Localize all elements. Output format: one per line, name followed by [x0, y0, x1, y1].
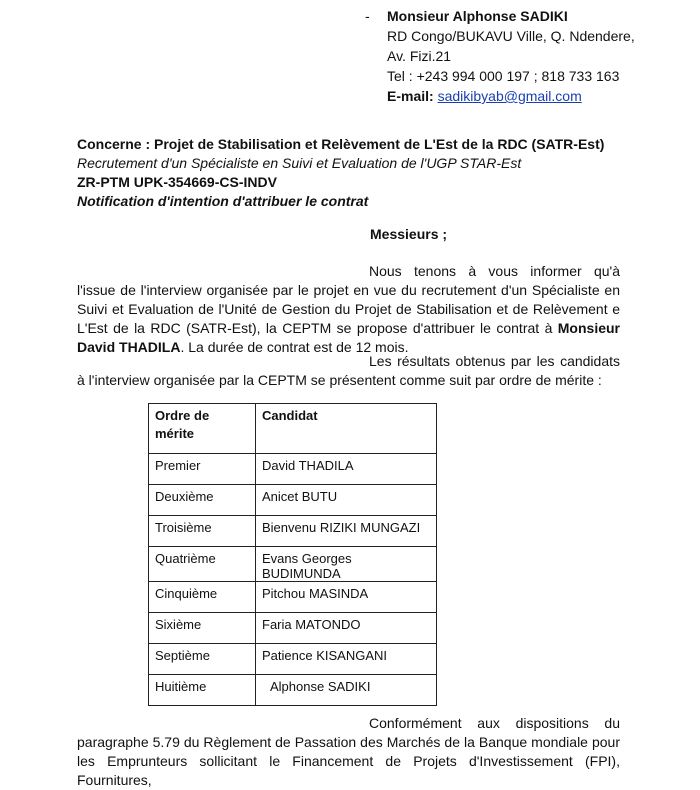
recipient-name: Monsieur Alphonse SADIKI	[387, 8, 568, 24]
header-candidate: Candidat	[256, 404, 437, 454]
candidate-cell: Faria MATONDO	[256, 613, 437, 644]
rank-cell: Huitième	[149, 675, 256, 706]
rank-cell: Sixième	[149, 613, 256, 644]
rank-cell: Cinquième	[149, 582, 256, 613]
paragraph-regulation	[77, 714, 620, 790]
recipient-phone: Tel : +243 994 000 197 ; 818 733 163	[387, 68, 620, 84]
candidate-cell: Alphonse SADIKI	[256, 675, 437, 706]
rank-cell: Quatrième	[149, 547, 256, 582]
subject-reference: ZR-PTM UPK-354669-CS-INDV	[77, 174, 277, 190]
header-rank: Ordre de mérite	[149, 404, 256, 454]
rank-cell: Deuxième	[149, 485, 256, 516]
paragraph3-text: Conformément aux dispositions du paragraphe 5.79 du Règlement de Passation des Marchés de la Banque mondiale pour les Emprunteurs sollicitant le Financement de Projets d'Investissement (FPI), Fournitures,	[77, 715, 620, 788]
paragraph1-part2: . La durée de contrat est de 12 mois.	[180, 339, 409, 355]
candidate-cell: Evans Georges BUDIMUNDA	[256, 547, 437, 582]
table-row	[149, 485, 437, 516]
rank-cell: Premier	[149, 454, 256, 485]
email-label: E-mail:	[387, 88, 434, 104]
email-link[interactable]: sadikibyab@gmail.com	[437, 88, 582, 104]
table-row	[149, 582, 437, 613]
subject-notification: Notification d'intention d'attribuer le contrat	[77, 193, 369, 209]
subject-block	[77, 135, 604, 211]
recipient-address-line2: Av. Fizi.21	[387, 48, 452, 64]
table-header-row	[149, 404, 437, 454]
candidate-cell: Bienvenu RIZIKI MUNGAZI	[256, 516, 437, 547]
paragraph-results	[77, 352, 620, 390]
subject-concerne: Concerne : Projet de Stabilisation et Relèvement de L'Est de la RDC (SATR-Est)	[77, 136, 605, 152]
table-row	[149, 613, 437, 644]
candidate-cell: Pitchou MASINDA	[256, 582, 437, 613]
candidate-cell: David THADILA	[256, 454, 437, 485]
table-row	[149, 516, 437, 547]
table-row	[149, 547, 437, 582]
candidate-cell: Anicet BUTU	[256, 485, 437, 516]
greeting: Messieurs ;	[370, 226, 448, 242]
subject-recrutement: Recrutement d'un Spécialiste en Suivi et Evaluation de l'UGP STAR-Est	[77, 155, 522, 171]
paragraph2-text: Les résultats obtenus par les candidats à l'interview organisée par la CEPTM se présentent comme suit par ordre de mérite :	[77, 353, 620, 388]
recipient-address-line1: RD Congo/BUKAVU Ville, Q. Ndendere,	[387, 28, 635, 44]
paragraph-notification	[77, 262, 620, 357]
list-dash: -	[365, 8, 370, 24]
recipient-email-line	[387, 86, 635, 106]
table-row	[149, 644, 437, 675]
table-row	[149, 454, 437, 485]
candidate-cell: Patience KISANGANI	[256, 644, 437, 675]
paragraph1-part1: Nous tenons à vous informer qu'à l'issue de l'interview organisée par le projet en vue du recrutement d'un Spécialiste en Suivi et Evaluation de l'Unité de Gestion du Projet de Stabilisation et de Relèvement e L'Est de la RDC (SATR-Est), la CEPTM se propose d'attribuer le contrat à	[77, 263, 620, 336]
rank-cell: Troisième	[149, 516, 256, 547]
table-row	[149, 675, 437, 706]
winner-name: Monsieur David THADILA	[77, 320, 620, 355]
rank-cell: Septième	[149, 644, 256, 675]
results-table	[148, 403, 437, 706]
